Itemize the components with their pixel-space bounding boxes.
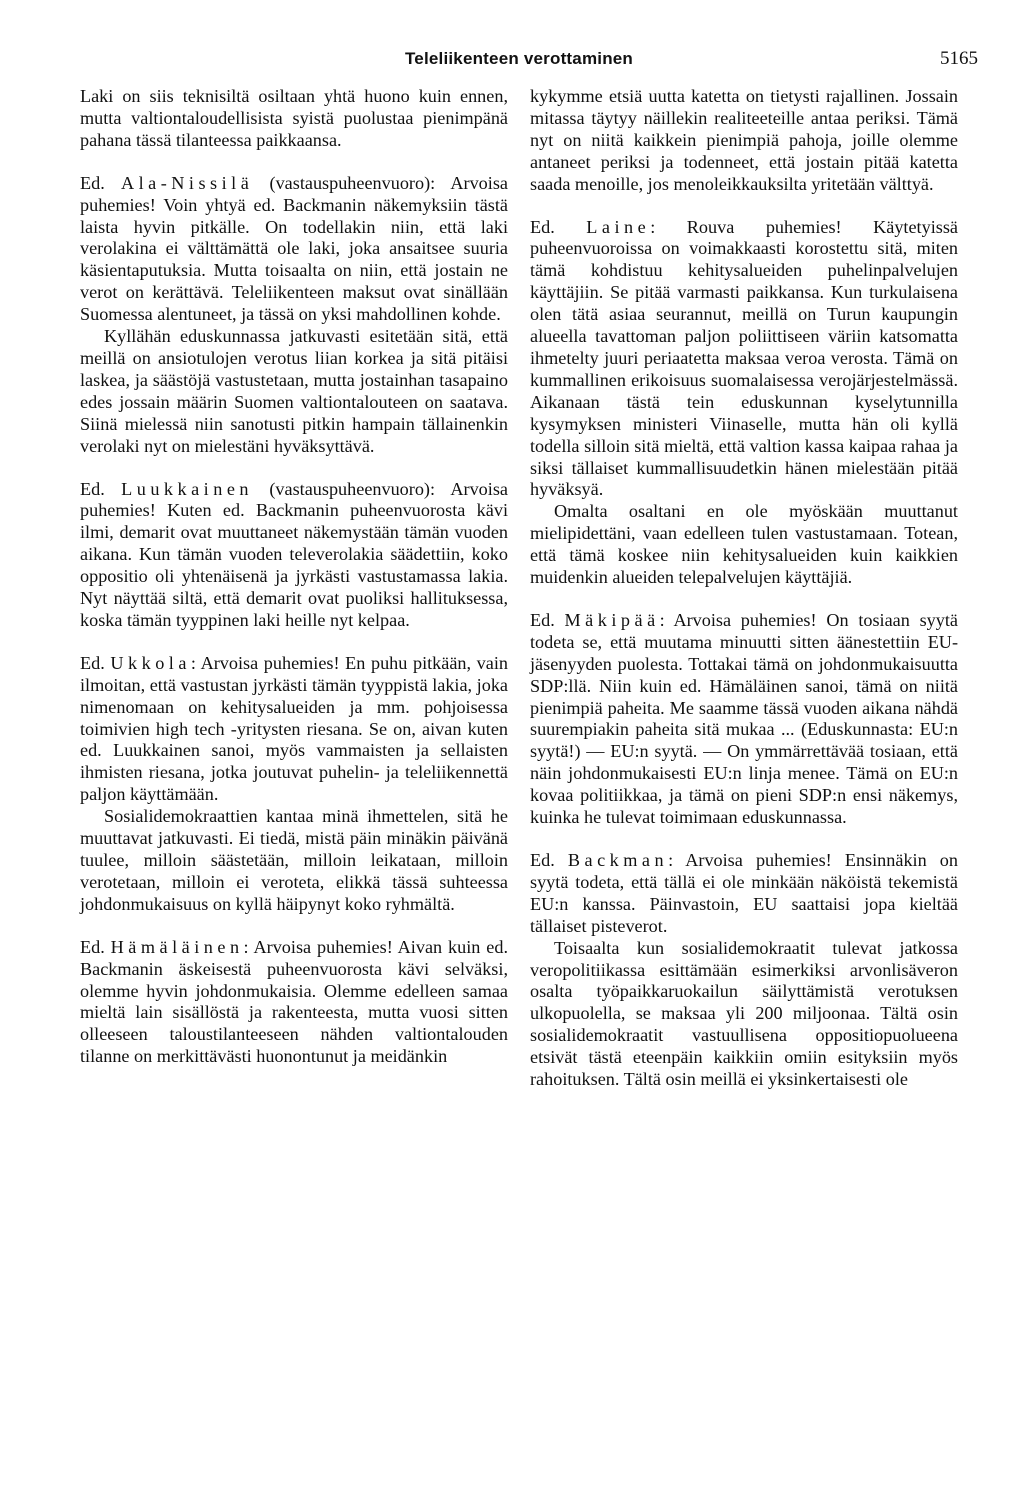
ed-prefix: Ed.: [530, 216, 587, 237]
paragraph: Sosialidemokraattien kantaa minä ihmettelen, sitä he muuttavat jatkuvasti. Ei tiedä, mistä päin minäkin päivänä tuulee, milloin säästetään, milloin leikataan, milloin verotetaan, milloin ei veroteta, elikkä tässä suhteessa johdonmukaisuus on kyllä häipynyt koko ryhmältä.: [80, 806, 508, 914]
speech-text: : Rouva puhemies! Käytetyissä puheenvuoroissa on voimakkaasti korostettu sitä, miten tämä kohdistuu kehitysalueiden puhelinpalvelujen käyttäjiin. Se pitää varmasti paikkansa. Kun turkulaisena olen tätä asiaa seurannut, meillä on Turun kaupungin alueella tavattoman paljon poliittiseen väriin katsomatta ihmetelty juuri periaatetta maksaa veroa verosta. Tämä on kummallinen erikoisuus suomalaisessa verojärjestelmässä. Aikanaan tästä tein eduskunnan kyselytunnilla kysymyksen ministeri Viinaselle, mutta hän oli kyllä todella silloin sitä mieltä, että valtion kassa kaipaa rahaa ja siksi tällaiset kummallisuudetkin hänen mielestään pitää hyväksyä.: [530, 216, 958, 500]
speech-ukkola: [80, 653, 508, 806]
speaker-name: Hämäläinen: [110, 936, 244, 957]
paragraph: kykymme etsiä uutta katetta on tietysti rajallinen. Jossain mitassa täytyy näillekin realiteeteille antaa periksi. Tämä nyt on niitä kaikkein pienimpiä pahoja, joille olemme antaneet periksi ja todenneet, että jostain pitää katetta saada menoille, jos menoleikkauksilta yritetään välttyä.: [530, 86, 958, 194]
page-number: 5165: [940, 48, 978, 69]
ed-prefix: Ed.: [80, 652, 111, 673]
speech-text: (vastauspuheenvuoro): Arvoisa puhemies! Voin yhtyä ed. Backmanin näkemyksiin tästä laista hyvin pitkälle. On todellakin niin, että laki verolakina ei välttämättä ole laki, joka ansaitsee suuria käsientaputuksia. Mutta toisaalta on niin, että jostain ne verot on kerättävä. Teleliikenteen maksut ovat sinällään Suomessa alentuneet, ja tässä on yksi mahdollinen kohde.: [80, 172, 508, 325]
speaker-name: Luukkainen: [121, 478, 253, 499]
speech-text: : Arvoisa puhemies! En puhu pitkään, vain ilmoitan, että vastustan jyrkästi tämän tyyppistä lakia, joka nimenomaan on kehitysalueiden ja mm. pohjoisessa toimivien high tech -yritysten riesana. Se on, aivan kuten ed. Luukkainen sanoi, myös vammaisten ja sellaisten ihmisten riesana, jotka joutuvat puhelin- ja teleliikennettä paljon käyttämään.: [80, 652, 508, 805]
speech-makipaa: [530, 610, 958, 829]
paragraph: Toisaalta kun sosialidemokraatit tulevat jatkossa veropolitiikassa esittämään esimerkiksi arvonlisäveron osalta työpaikkaruokailun säilyttämistä verotuksen ulkopuolella, se maksaa yli 200 miljoonaa. Tältä osin sosialidemokraatit vastuullisena oppositiopuolueena etsivät tästä eteenpäin kaikkiin omiin esityksiin myös rahoituksen. Tältä osin meillä ei yksinkertaisesti ole: [530, 937, 958, 1090]
speech-text: (vastauspuheenvuoro): Arvoisa puhemies! Kuten ed. Backmanin puheenvuorosta kävi ilmi, demarit ovat muuttaneet näkemystään tämän vuoden aikana. Kun tämän vuoden televerolakia säädettiin, koko oppositio oli yhtenäisenä ja jyrkästi vastustamassa lakia. Nyt näyttää siltä, että demarit ovat puoliksi hallituksessa, koska tämän tyyppinen laki heille nyt kelpaa.: [80, 478, 508, 630]
speech-text: : Arvoisa puhemies! Ensinnäkin on syytä todeta, että tällä ei ole minkään näköistä tekemistä EU:n kanssa. Päinvastoin, EU saattaisi jopa kieltää tällaiset pisteverot.: [530, 850, 958, 936]
speech-laine: [530, 217, 958, 502]
page-header: [60, 47, 978, 71]
speech-backman: [530, 850, 958, 938]
speech-text: : Arvoisa puhemies! On tosiaan syytä todeta se, että muutama minuutti sitten äänestettiin EU-jäsenyyden puolesta. Tottakai tämä on johdonmukaisuutta SDP:llä. Niin kuin ed. Hämäläinen sanoi, tämä on niitä pienimpiä paheita. Me saamme tässä vuoden aikana nähdä suurempiakin paheita sitä mukaa ... (Eduskunnasta: EU:n syytä!) — EU:n syytä. — On ymmärrettävää tosiaan, että näin johdonmukaisesti EU:n linja menee. Tämä on EU:n kovaa politiikkaa, ja tämä on pieni SDP:n ensi näkemys, kuinka he tulevat toimimaan eduskunnassa.: [530, 609, 958, 828]
ed-prefix: Ed.: [80, 936, 111, 957]
speech-luukkainen: [80, 479, 508, 632]
paragraph: Laki on siis teknisiltä osiltaan yhtä huono kuin ennen, mutta valtiontaloudellisista syistä puolustaa pienimpänä pahana tässä tilanteessa paikkaansa.: [80, 86, 508, 150]
speech-ala-nissila: [80, 173, 508, 326]
speaker-name: Mäkipää: [564, 609, 660, 630]
running-title: Teleliikenteen verottaminen: [404, 49, 634, 68]
speech-text: : Arvoisa puhemies! Aivan kuin ed. Backmanin äskeisestä puheenvuorosta kävi selväksi, olemme hyvin johdonmukaisia. Olemme edelleen samaa mieltä lain sisällöstä ja rakenteesta, mutta vuosi sitten olleeseen taloustilanteeseen nähden valtiontalouden tilanne on merkittävästi huonontunut ja meidänkin: [80, 936, 508, 1067]
ed-prefix: Ed.: [530, 609, 565, 630]
speaker-name: Backman: [567, 850, 669, 870]
paragraph: Kyllähän eduskunnassa jatkuvasti esitetään sitä, että meillä on ansiotulojen verotus liian korkea ja sitä pitäisi laskea, ja säästöjä vastustetaan, mutta jostainhan tasapaino edes jossain määrin Suomen valtiontalouteen on saatava. Siinä mielessä niin sanotusti pitkin hampain tällainenkin verolaki nyt on mielestäni hyväksyttävä.: [80, 326, 508, 456]
speech-hamalainen: [80, 937, 508, 1068]
speaker-name: Laine: [586, 216, 651, 237]
paragraph: Omalta osaltani en ole myöskään muuttanut mielipidettäni, vaan edelleen tulen vastustamaan. Totean, että tämä koskee niin kehitysalueiden kuin kaikkien muidenkin alueiden telepalvelujen käyttäjiä.: [530, 501, 958, 588]
ed-prefix: Ed.: [80, 478, 122, 499]
ed-prefix: Ed.: [80, 172, 121, 193]
right-column: [530, 86, 958, 1091]
speaker-name: Ukkola: [110, 652, 191, 673]
speaker-name: Ala-Nissilä: [120, 172, 254, 193]
ed-prefix: Ed.: [530, 850, 568, 870]
left-column: [80, 86, 508, 1068]
